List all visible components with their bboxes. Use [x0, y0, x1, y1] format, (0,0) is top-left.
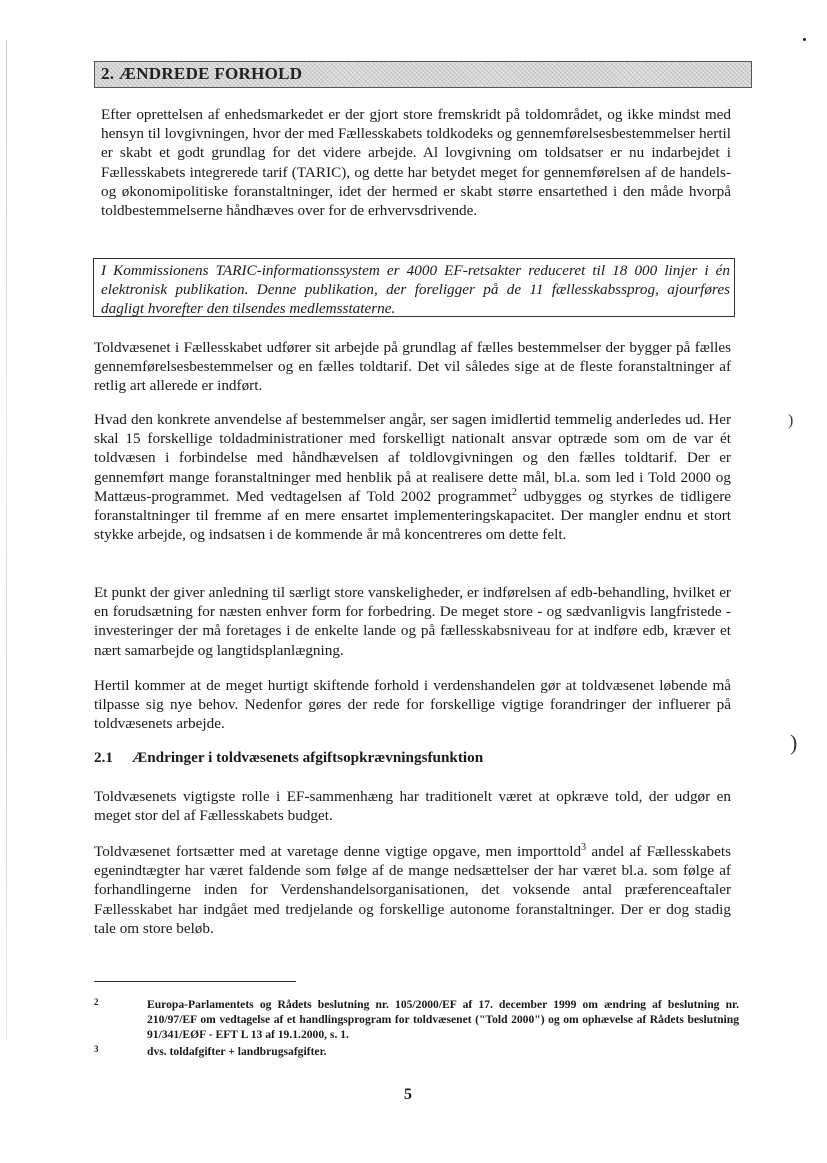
subsection-title: Ændringer i toldvæsenets afgiftsopkrævningsfunktion [132, 749, 484, 766]
scan-edge-line [6, 40, 7, 1040]
paragraph-3-part-1: Hvad den konkrete anvendelse af bestemmelser angår, ser sagen imidlertid temmelig anderledes ud. Her skal 15 forskellige toldadministrationer med forskelligt nationalt ansvar optræde som om de var ét toldvæsen i forbindelse med håndhævelsen af toldlovgivningen og den fælles toldtarif. Der er gennemført mange foranstaltninger med henblik på at realisere dette mål, bl.a. som led i Told 2000 og Mattæus-programmet. Med vedtagelsen af Told 2002 programmet [94, 411, 731, 505]
paragraph-6: Toldvæsenets vigtigste rolle i EF-sammenhæng har traditionelt været at opkræve told, der udgør en meget stor del af Fællesskabets budget. [94, 788, 731, 825]
paragraph-3 [94, 410, 731, 544]
footnote-text: Europa-Parlamentets og Rådets beslutning nr. 105/2000/EF af 17. december 1999 om ændring af beslutning nr. 210/97/EF om vedtagelse af et handlingsprogram for toldvæsenet ("Told 2000") og om ophævelse af Rådets beslutning 91/341/EØF - EFT L 13 af 19.1.2000, s. 1. [147, 998, 739, 1041]
scan-speck [803, 38, 806, 41]
footnote-separator [94, 981, 296, 982]
paragraph-2: Toldvæsenet i Fællesskabet udfører sit arbejde på grundlag af fælles bestemmelser der bygger på fælles gennemførelsesbestemmelser og en fælles toldtarif. Det vil således sige at de fleste foranstaltninger af retlig art allerede er indført. [94, 339, 731, 395]
paragraph-7 [94, 842, 731, 938]
paragraph-7-part-1: Toldvæsenet fortsætter med at varetage denne vigtige opgave, men importtold [94, 843, 582, 860]
page-number: 5 [404, 1086, 412, 1103]
paragraph-1: Efter oprettelsen af enhedsmarkedet er der gjort store fremskridt på toldområdet, og ikke mindst med hensyn til lovgivningen, hvor der med Fællesskabets toldkodeks og gennemførelsesbestemmelser hertil er skabt et godt grundlag for det videre arbejde. Al lovgivning om toldsatser er nu indarbejdet i Fællesskabets integrerede tarif (TARIC), og dette har betydet meget for gennemførelsen af de handels- og økonomipolitiske foranstaltninger, idet der hermed er skabt større ensartethed i den måde hvorpå toldbestemmelserne håndhæves over for de erhvervsdrivende. [101, 106, 731, 220]
footnote-text: dvs. toldafgifter + landbrugsafgifter. [147, 1045, 327, 1058]
paragraph-4: Et punkt der giver anledning til særligt store vanskeligheder, er indførelsen af edb-behandling, hvilket er en forudsætning for næsten enhver form for forbedring. De meget store - og sædvanligvis langfristede - investeringer der må foretages i de enkelte lande og på fællesskabsniveau for at indføre edb, kræver et nært samarbejde og langtidsplanlægning. [94, 584, 731, 659]
section-heading-bar [94, 61, 752, 88]
subsection-heading [94, 749, 483, 767]
footnote-mark: 2 [94, 997, 99, 1007]
margin-mark: ) [788, 412, 794, 429]
footnote-mark: 3 [94, 1044, 99, 1054]
footnote-ref-2: 2 [511, 486, 517, 498]
paragraph-7-part-2: andel af Fællesskabets egenindtægter har været faldende som følge af de mange nedsættelser der har været bl.a. som følge af forhandlingerne inden for Verdenshandelsorganisationen, det voksende antal præferenceaftaler Fællesskabet har indgået med tredjelande og forskellige autonome foranstaltninger. Der er dog stadig tale om store beløb. [94, 843, 731, 937]
subsection-number: 2.1 [94, 749, 113, 766]
paragraph-3-part-2: udbygges og styrkes de tidligere foranstaltninger til fremme af en mere ensartet implementeringskapacitet. Der mangler endnu et stort stykke arbejde, og indsatsen i de kommende år må koncentreres om dette felt. [94, 487, 731, 544]
margin-mark: ) [790, 730, 798, 755]
footnote-ref-3: 3 [581, 842, 587, 853]
boxed-note: I Kommissionens TARIC-informationssystem er 4000 EF-retsakter reduceret til 18 000 linjer i én elektronisk publikation. Denne publikation, der foreligger på de 11 fællesskabssprog, ajourføres dagligt hvorefter den tilsendes medlemsstaterne. [93, 258, 735, 317]
paragraph-5: Hertil kommer at de meget hurtigt skiftende forhold i verdenshandelen gør at toldvæsenet løbende må tilpasse sig nye behov. Nedenfor gøres der rede for forskellige vigtige forandringer der influerer på toldvæsenets arbejde. [94, 677, 731, 733]
section-heading: 2. ÆNDREDE FORHOLD [101, 64, 303, 83]
